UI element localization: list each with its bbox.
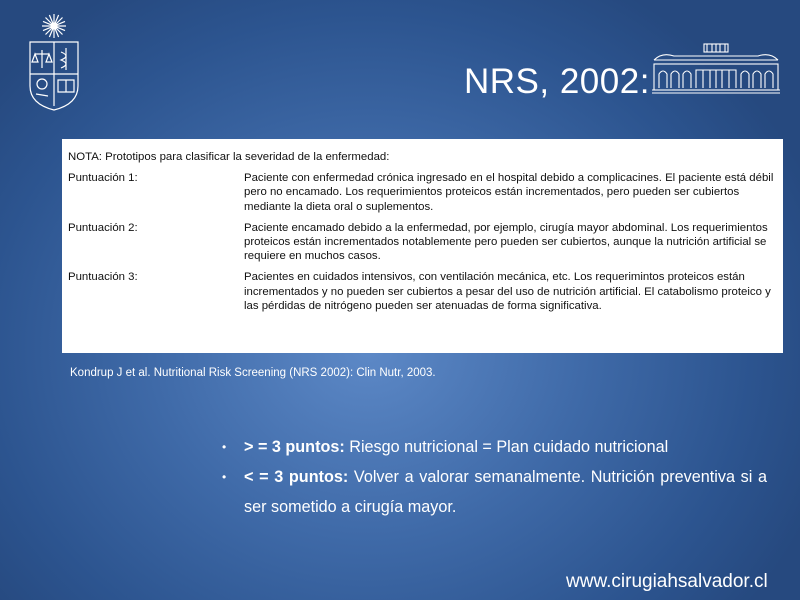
row-description: Paciente encamado debido a la enfermedad, por ejemplo, cirugía mayor abdominal. Los requerimientos proteicos están incrementados notablemente pero pueden ser cubiertos, aunque la nutrición artificial se requiere en muchos casos. xyxy=(244,221,768,263)
severity-table-image xyxy=(62,139,783,353)
bullet-regular-text: Volver a valorar semanalmente. Nutrición preventiva si a ser sometido a cirugía mayor. xyxy=(244,468,767,516)
row-label: Puntuación 1: xyxy=(68,172,138,185)
table-row xyxy=(68,171,775,214)
citation-text: Kondrup J et al. Nutritional Risk Screening (NRS 2002): Clin Nutr, 2003. xyxy=(70,367,436,379)
website-url: www.cirugiahsalvador.cl xyxy=(566,571,768,592)
bullet-item xyxy=(222,462,767,522)
building-illustration xyxy=(652,42,780,94)
table-row xyxy=(68,221,775,264)
row-label: Puntuación 2: xyxy=(68,221,138,234)
row-description: Paciente con enfermedad crónica ingresado en el hospital debido a complicacines. El paciente está débil pero no encamado. Los requerimientos proteicos están incrementados, pero pueden ser cubiertos mediante la dieta oral o suplementos. xyxy=(244,172,774,213)
table-note: NOTA: Prototipos para clasificar la severidad de la enfermedad: xyxy=(68,151,390,163)
row-label: Puntuación 3: xyxy=(68,271,138,284)
bullet-bold-text: > = 3 puntos: xyxy=(244,438,345,456)
slide-title: NRS, 2002: xyxy=(464,62,650,101)
bullet-regular-text: Riesgo nutricional = Plan cuidado nutricional xyxy=(344,438,669,456)
bullet-marker: • xyxy=(222,440,227,454)
bullet-bold-text: < = 3 puntos: xyxy=(244,468,349,486)
bullet-text xyxy=(244,462,767,522)
bullet-list xyxy=(222,432,767,522)
bullet-item xyxy=(222,432,767,462)
table-row xyxy=(68,270,775,313)
bullet-marker: • xyxy=(222,470,227,484)
row-description: Pacientes en cuidados intensivos, con ventilación mecánica, etc. Los requerimintos proteicos están incrementados y no pueden ser cubiertos a pesar del uso de nutrición artificial. El catabolismo proteico y las pérdidas de nitrógeno pueden ser atenuadas de forma significativa. xyxy=(244,271,771,312)
university-crest-logo xyxy=(26,12,82,112)
bullet-text xyxy=(244,432,767,462)
